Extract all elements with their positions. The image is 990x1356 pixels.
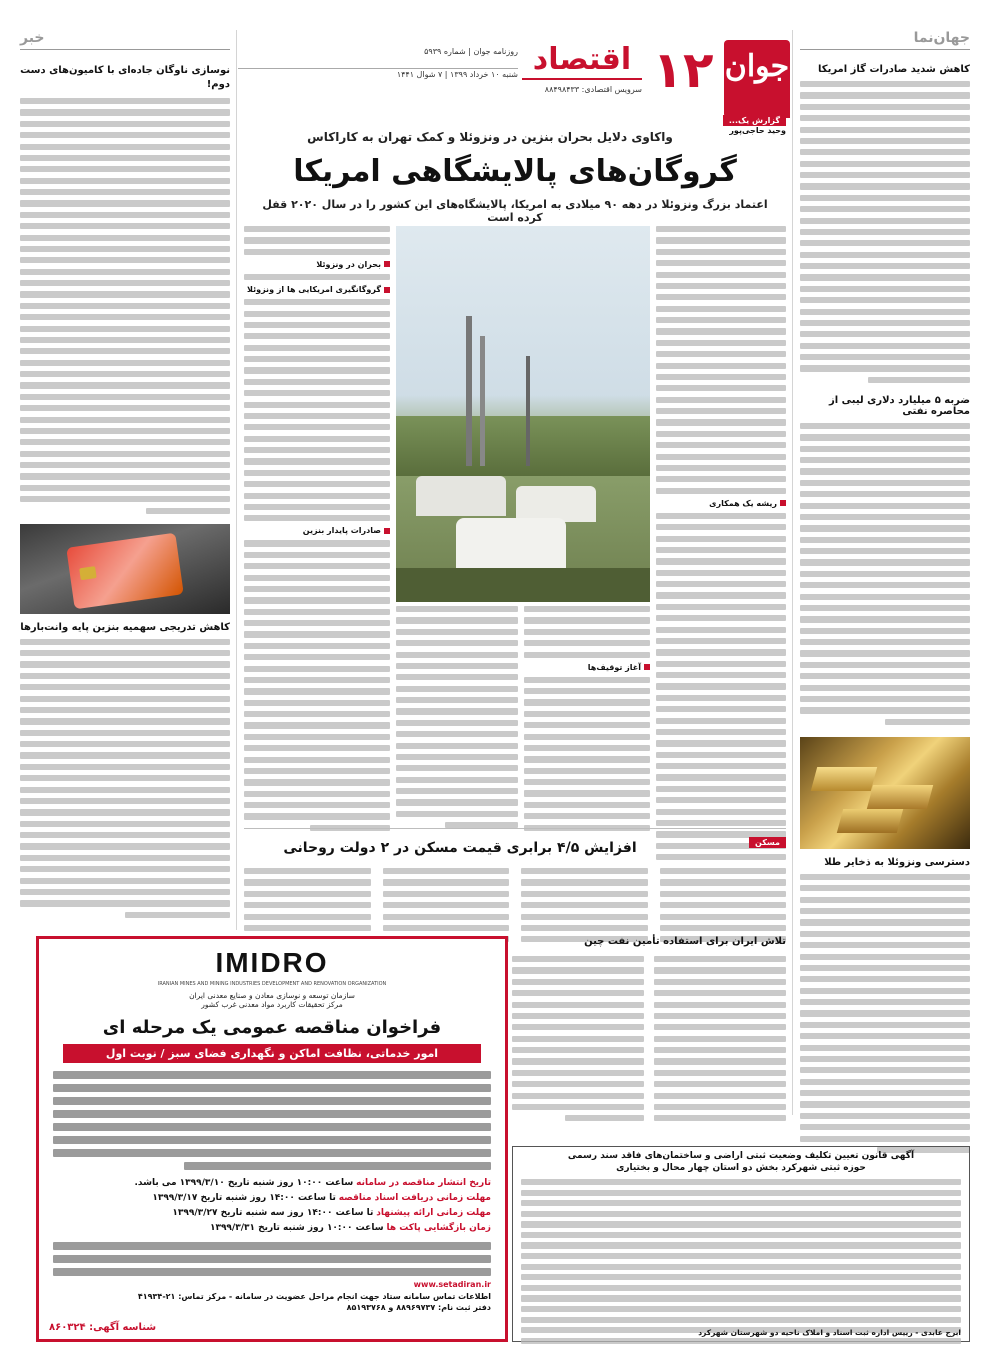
article-kicker: واکاوی دلایل بحران بنزین در ونزوئلا و کمک تهران به کاراکاس [307,130,673,144]
right-text-2 [800,423,970,725]
gold-bars-photo [800,737,970,849]
article-col-3 [396,606,518,826]
article-title: گروگان‌های پالایشگاهی امریکا [293,154,737,189]
article-lead: اعتماد بزرگ ونزوئلا در دهه ۹۰ میلادی به امریکا، پالایشگاه‌های این کشور را در سال ۲۰۲۰ قفل کرده است [262,198,768,224]
org-line-1: سازمان توسعه و نوسازی معادن و صنایع معدنی ایران [189,991,355,1000]
left-headline-2: کاهش تدریجی سهمیه بنزین پایه وانت‌بارها [20,621,230,633]
fuel-card-photo [20,524,230,614]
ad-dates [53,1176,491,1236]
ad-office-phone: دفتر ثبت نام: ۸۸۹۶۹۷۳۷ و ۸۵۱۹۳۷۶۸ [346,1303,491,1312]
subhead-5: آغاز توقیف‌ها [524,663,650,672]
setadiran-link[interactable]: www.setadiran.ir [413,1280,491,1289]
subhead-4: ریشه یک همکاری [656,499,786,508]
right-headline-1: کاهش شدید صادرات گاز امریکا [818,64,970,75]
right-text-1 [800,81,970,383]
subhead-3: صادرات پایدار بنزین [244,526,390,535]
submit-label: مهلت زمانی ارائه پیشنهاد [376,1208,491,1218]
ad-banner: امور خدماتی، نظافت اماکن و نگهداری فضای سبز / نوبت اول [63,1044,481,1063]
article-col-2 [524,606,650,826]
notice-title: آگهی قانون تعیین تکلیف وضعیت ثبتی اراضی و ساختمان‌های فاقد سند رسمی [567,1151,915,1161]
subhead-1: بحران در ونزوئلا [244,260,390,269]
submit-value: تا ساعت ۱۴:۰۰ روز سه شنبه تاریخ ۱۳۹۹/۳/۲۷ [172,1208,374,1218]
brand-logo [724,40,790,118]
deadline-label: مهلت زمانی دریافت اسناد مناقصه [338,1193,491,1203]
refinery-photo [396,226,650,602]
org-line-2: مرکز تحقیقات کاربرد مواد معدنی غرب کشور [201,1000,343,1009]
notice-subtitle: حوزه ثبتی شهرکرد بخش دو استان چهار محال و بختیاری [616,1163,866,1173]
section-title: اقتصاد [522,40,642,80]
ad-title: فراخوان مناقصه عمومی یک مرحله ای [102,1017,442,1038]
right-column [800,30,970,1110]
left-column-label: خبر [20,30,45,46]
china-body [512,956,786,1138]
china-title: تلاش ایران برای استفاده تأمین نفت چین [584,936,786,947]
right-text-3 [800,874,970,1153]
deadline-value: تا ساعت ۱۴:۰۰ روز شنبه تاریخ ۱۳۹۹/۳/۱۷ [152,1193,336,1203]
pub-label: تاریخ انتشار مناقصه در سامانه [356,1178,491,1188]
page-number: ۱۲ [652,41,714,99]
ad-body-text [53,1071,491,1170]
imidro-logo: IMIDRO [215,947,329,978]
ad-id: شناسه آگهی: ۸۶۰۳۲۴ [49,1322,157,1333]
notice-signature: ابرج عابدی - رییس اداره ثبت اسناد و املاک ناحیه دو شهرستان شهرکرد [698,1328,961,1337]
right-column-label: جهان‌نما [913,30,970,46]
housing-body [244,868,786,930]
date-info: شنبه ۱۰ خرداد ۱۳۹۹ | ۷ شوال ۱۴۴۱ [238,68,518,80]
subhead-2: گروگانگیری امریکایی ها از ونزوئلا [244,285,390,294]
left-text-1 [20,98,230,514]
brand-name: جوان [724,49,790,84]
housing-tag [730,830,786,847]
report-tag [700,108,786,124]
notice-body [521,1179,961,1344]
open-value: ساعت ۱۰:۰۰ روز شنبه تاریخ ۱۳۹۹/۳/۳۱ [209,1223,384,1233]
article-col-4 [244,226,390,826]
issue-info: روزنامه جوان | شماره ۵۹۳۹ [424,47,518,56]
phone-info: سرویس اقتصادی: ۸۸۴۹۸۴۳۳ [544,85,642,94]
housing-tag-label: مسکن [749,837,786,848]
left-headline-1: نوسازی ناوگان جاده‌ای با کامیون‌های دست دوم! [20,65,230,90]
open-label: زمان بازگشایی پاکت ها [386,1223,491,1233]
right-column-header [800,30,970,50]
article-col-1 [656,226,786,826]
left-text-2 [20,639,230,918]
right-headline-2: ضربه ۵ میلیارد دلاری لیبی از محاصره نفتی [828,394,970,417]
imidro-ad [36,936,508,1342]
byline: وحید حاجی‌پور [729,126,786,135]
left-column [20,30,230,930]
masthead [236,40,790,100]
left-column-header [20,30,230,50]
housing-title: افزایش ۴/۵ برابری قیمت مسکن در ۲ دولت روحانی [283,840,637,856]
registry-notice [512,1146,970,1342]
pub-value: ساعت ۱۰:۰۰ روز شنبه تاریخ ۱۳۹۹/۳/۱۰ می باشد. [134,1178,354,1188]
right-headline-3: دسترسی ونزوئلا به ذخایر طلا [824,856,970,868]
imidro-logo-sub: IRANIAN MINES AND MINING INDUSTRIES DEVELOPMENT AND RENOVATION ORGANIZATION [157,981,387,987]
ad-phone-info: اطلاعات تماس سامانه ستاد جهت انجام مراحل عضویت در سامانه - مرکز تماس: ۲۱-۴۱۹۳۴ [137,1292,491,1301]
ad-contact-text [53,1242,491,1276]
report-tag-label: گزارش یک... [723,115,786,126]
